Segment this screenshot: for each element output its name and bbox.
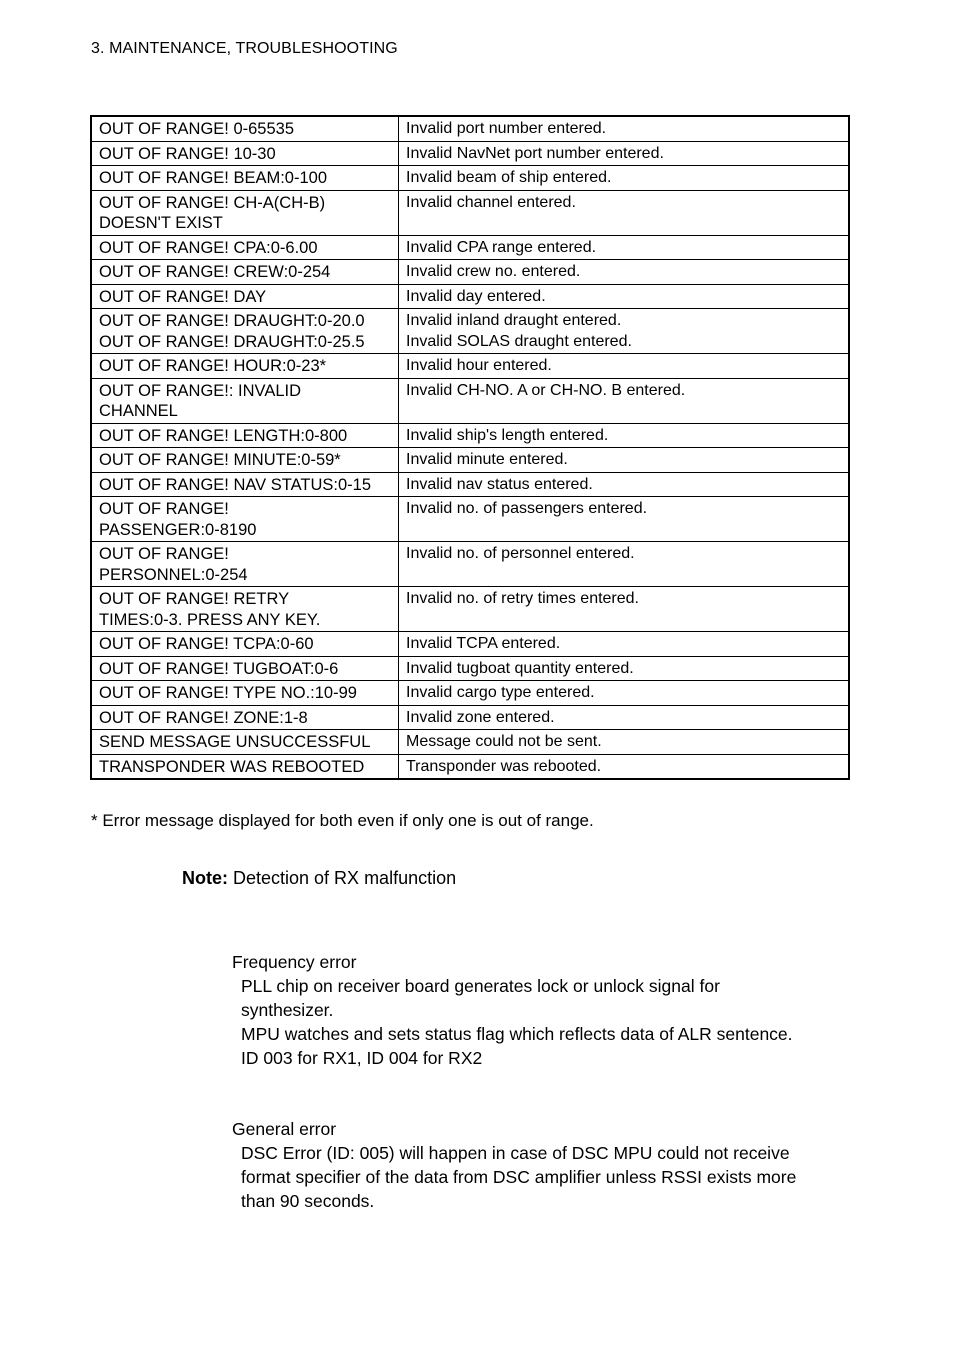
table-row [91,472,849,497]
error-message-cell: SEND MESSAGE UNSUCCESSFUL [91,730,399,755]
error-message-cell: OUT OF RANGE! 0-65535 [91,116,399,141]
frequency-error-line: MPU watches and sets status flag which reflects data of ALR sentence. [241,1024,793,1044]
error-message-cell: OUT OF RANGE! RETRY TIMES:0-3. PRESS ANY KEY. [91,587,399,632]
table-row [91,260,849,285]
error-message-cell: OUT OF RANGE! DRAUGHT:0-20.0 OUT OF RANGE! DRAUGHT:0-25.5 [91,309,399,354]
error-message-cell: OUT OF RANGE! BEAM:0-100 [91,166,399,191]
frequency-error-line: synthesizer. [241,1000,334,1020]
error-message-cell: OUT OF RANGE! ZONE:1-8 [91,705,399,730]
error-message-cell: OUT OF RANGE! HOUR:0-23* [91,354,399,379]
note-text: Detection of RX malfunction [228,868,457,888]
error-message-cell: OUT OF RANGE! CPA:0-6.00 [91,235,399,260]
error-description-cell: Invalid inland draught entered. Invalid SOLAS draught entered. [399,309,850,354]
error-description-cell: Invalid channel entered. [399,190,850,235]
error-description-cell: Invalid crew no. entered. [399,260,850,285]
error-message-cell: OUT OF RANGE! PASSENGER:0-8190 [91,497,399,542]
error-description-cell: Invalid minute entered. [399,448,850,473]
error-message-cell: OUT OF RANGE! TYPE NO.:10-99 [91,681,399,706]
error-description-cell: Invalid hour entered. [399,354,850,379]
error-description-cell: Invalid port number entered. [399,116,850,141]
table-row [91,309,849,354]
general-error-line: DSC Error (ID: 005) will happen in case of DSC MPU could not receive [241,1143,790,1163]
error-message-cell: OUT OF RANGE!: INVALID CHANNEL [91,378,399,423]
note-label: Note: [182,868,228,888]
frequency-error-title: Frequency error [232,952,357,972]
table-row [91,754,849,779]
table-row [91,730,849,755]
error-message-cell: OUT OF RANGE! LENGTH:0-800 [91,423,399,448]
table-row [91,705,849,730]
error-message-cell: OUT OF RANGE! NAV STATUS:0-15 [91,472,399,497]
error-description-cell: Invalid day entered. [399,284,850,309]
error-message-cell: OUT OF RANGE! PERSONNEL:0-254 [91,542,399,587]
error-description-cell: Invalid TCPA entered. [399,632,850,657]
error-description-cell: Invalid no. of personnel entered. [399,542,850,587]
general-error-section [232,1117,832,1213]
error-message-cell: OUT OF RANGE! TCPA:0-60 [91,632,399,657]
error-message-table [90,115,850,780]
frequency-error-line: PLL chip on receiver board generates lock or unlock signal for [241,976,720,996]
error-message-cell: OUT OF RANGE! DAY [91,284,399,309]
error-message-cell: OUT OF RANGE! CH-A(CH-B) DOESN'T EXIST [91,190,399,235]
table-row [91,681,849,706]
error-description-cell: Invalid NavNet port number entered. [399,141,850,166]
error-message-cell: OUT OF RANGE! MINUTE:0-59* [91,448,399,473]
general-error-title: General error [232,1119,337,1139]
error-description-cell: Invalid no. of passengers entered. [399,497,850,542]
section-header: 3. MAINTENANCE, TROUBLESHOOTING [91,40,398,57]
error-message-cell: TRANSPONDER WAS REBOOTED [91,754,399,779]
general-error-line: than 90 seconds. [241,1191,375,1211]
error-message-table-body [91,116,849,779]
error-description-cell: Invalid no. of retry times entered. [399,587,850,632]
frequency-error-section [232,950,832,1070]
table-row [91,116,849,141]
table-row [91,354,849,379]
error-message-cell: OUT OF RANGE! TUGBOAT:0-6 [91,656,399,681]
note [182,868,456,889]
error-description-cell: Transponder was rebooted. [399,754,850,779]
footnote: * Error message displayed for both even if only one is out of range. [91,811,594,830]
error-description-cell: Invalid cargo type entered. [399,681,850,706]
error-description-cell: Invalid CH-NO. A or CH-NO. B entered. [399,378,850,423]
table-row [91,497,849,542]
error-description-cell: Message could not be sent. [399,730,850,755]
table-row [91,190,849,235]
frequency-error-line: ID 003 for RX1, ID 004 for RX2 [241,1048,483,1068]
table-row [91,141,849,166]
error-description-cell: Invalid tugboat quantity entered. [399,656,850,681]
error-description-cell: Invalid CPA range entered. [399,235,850,260]
table-row [91,284,849,309]
general-error-line: format specifier of the data from DSC amplifier unless RSSI exists more [241,1167,797,1187]
error-message-cell: OUT OF RANGE! 10-30 [91,141,399,166]
table-row [91,632,849,657]
table-row [91,235,849,260]
error-description-cell: Invalid beam of ship entered. [399,166,850,191]
table-row [91,587,849,632]
error-description-cell: Invalid ship's length entered. [399,423,850,448]
table-row [91,656,849,681]
table-row [91,542,849,587]
table-row [91,423,849,448]
error-message-cell: OUT OF RANGE! CREW:0-254 [91,260,399,285]
error-description-cell: Invalid zone entered. [399,705,850,730]
table-row [91,448,849,473]
table-row [91,378,849,423]
table-row [91,166,849,191]
error-description-cell: Invalid nav status entered. [399,472,850,497]
